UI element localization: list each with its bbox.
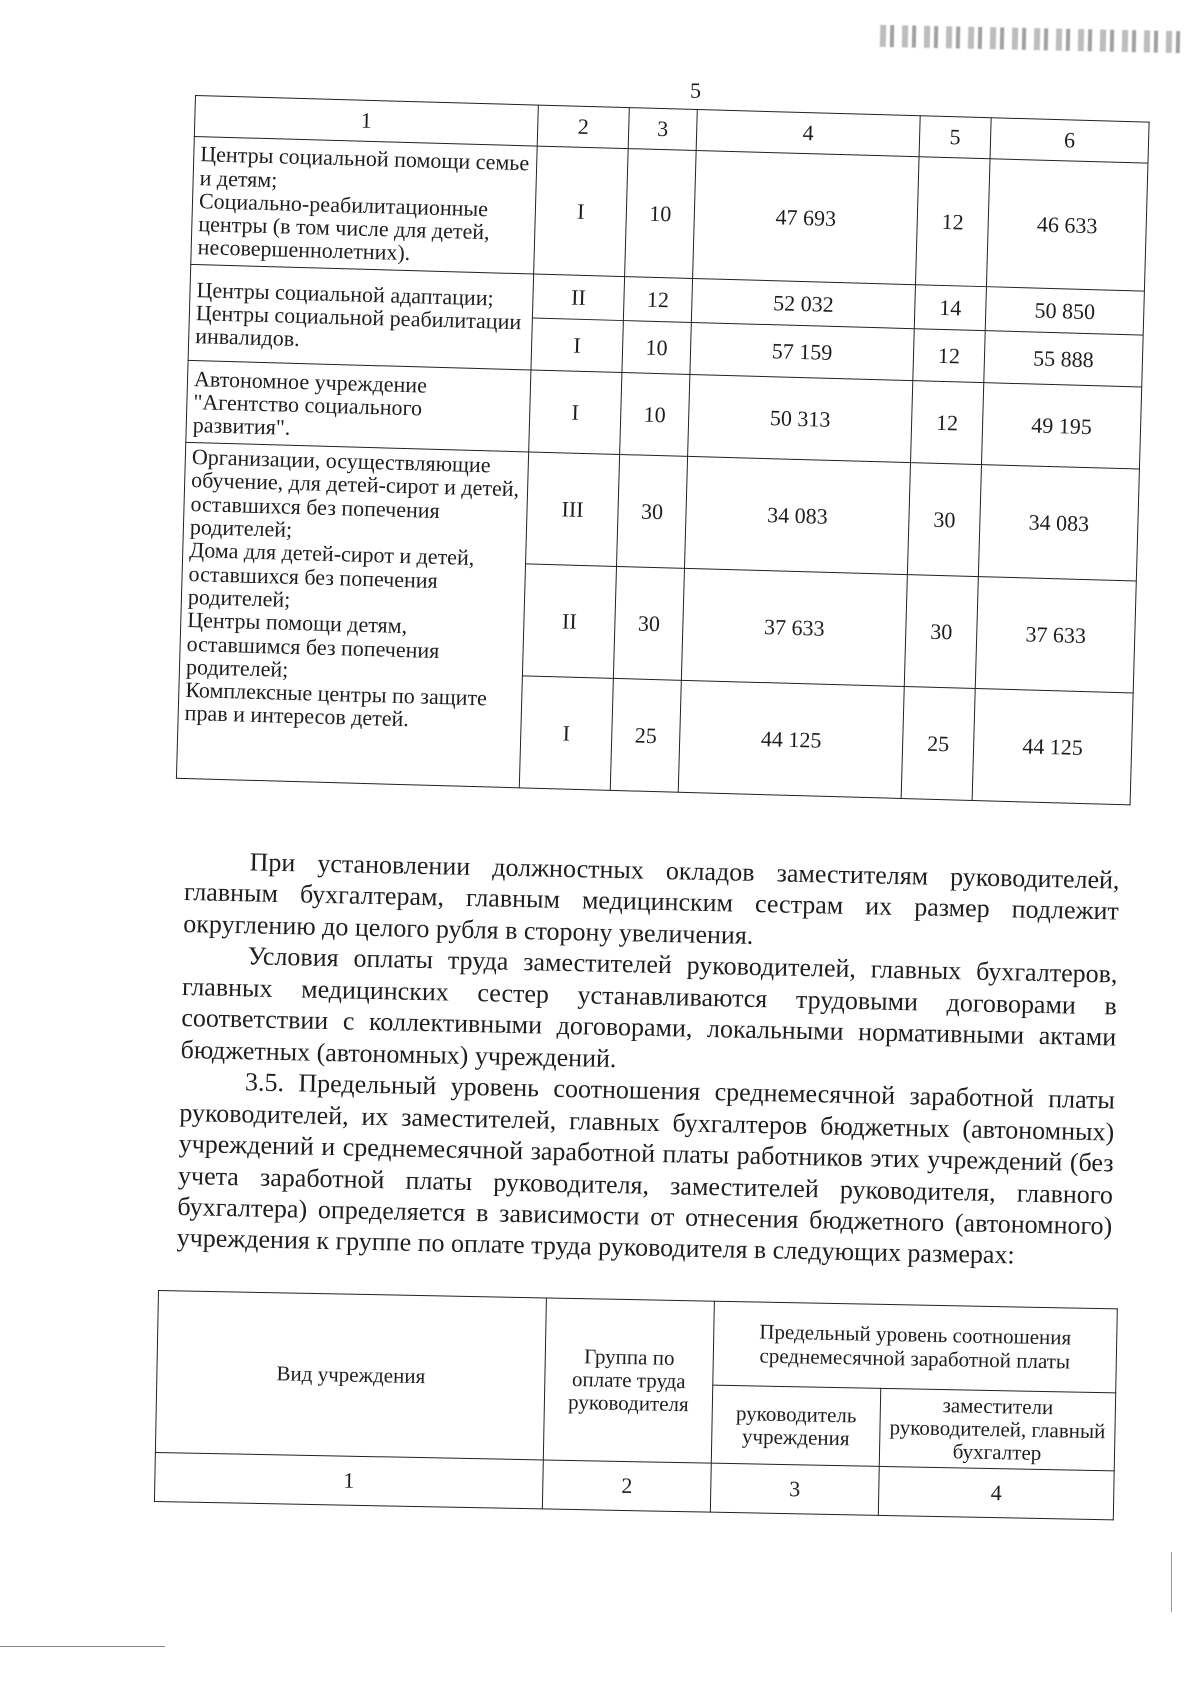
column-number: 4: [878, 1467, 1114, 1521]
body-text: [176, 845, 1119, 1273]
value-cell: 30: [904, 575, 978, 689]
header-cell: 3: [628, 108, 697, 151]
scan-artifact: [0, 1646, 165, 1647]
column-number: 3: [710, 1463, 879, 1515]
institution-name-cell: [176, 442, 528, 787]
value-cell: 37 633: [975, 577, 1136, 693]
group-cell: I: [529, 370, 622, 455]
value-cell: 30: [617, 454, 688, 568]
institution-name: Организации, осуществляющие обучение, для детей-сирот и детей, оставшихся без попечения родителей;: [189, 444, 520, 542]
value-cell: 14: [914, 285, 986, 331]
value-cell: 34 083: [978, 465, 1139, 581]
value-cell: 12: [913, 329, 985, 383]
value-cell: 44 125: [972, 689, 1133, 805]
paragraph: При установлении должностных окладов заместителям руководителей, главным бухгалтерам, главным медицинским сестрам их размер подлежит округлению до целого рубля в сторону увеличения.: [183, 847, 1120, 950]
value-cell: 30: [613, 566, 684, 680]
value-cell: 46 633: [986, 159, 1148, 291]
group-cell: II: [532, 274, 624, 321]
page-number: 5: [690, 78, 701, 103]
group-cell: II: [522, 564, 616, 678]
header-cell: 4: [696, 110, 920, 157]
value-cell: 12: [623, 277, 692, 323]
salary-table: [176, 95, 1150, 805]
header-cell-group: Группа по оплате труда руководителя: [543, 1298, 714, 1463]
group-cell: III: [526, 452, 620, 566]
value-cell: 10: [620, 373, 690, 457]
value-cell: 30: [907, 463, 981, 577]
institution-name: Центры социальной помощи семье и детям;: [199, 141, 530, 192]
header-cell: 6: [990, 118, 1149, 163]
value-cell: 25: [610, 678, 681, 792]
scan-artifact: [1171, 1552, 1172, 1612]
institution-name: Центры помощи детям, оставшимся без попечения родителей;: [185, 607, 440, 682]
value-cell: 52 032: [691, 278, 915, 328]
ratio-table-wrapper: [154, 1290, 1118, 1521]
value-cell: 55 888: [984, 331, 1143, 387]
header-cell: 2: [537, 105, 629, 149]
value-cell: 10: [625, 149, 697, 279]
value-cell: 25: [901, 687, 975, 801]
institution-name-cell: [191, 136, 537, 274]
value-cell: 12: [915, 157, 990, 287]
header-cell: 5: [919, 116, 991, 159]
column-number: 1: [154, 1453, 543, 1509]
institution-name: Комплексные центры по защите прав и интересов детей.: [184, 677, 488, 732]
header-cell-kind: Вид учреждения: [155, 1291, 546, 1461]
institution-name-cell: [186, 360, 531, 452]
value-cell: 37 633: [681, 568, 907, 686]
value-cell: 44 125: [678, 680, 904, 798]
institution-name: Центры социальной адаптации;: [196, 276, 495, 310]
scan-artifact: [880, 25, 1180, 53]
value-cell: 50 850: [985, 287, 1144, 335]
value-cell: 57 159: [690, 322, 914, 380]
header-cell-deputy: заместители руководителей, главный бухгалтер: [879, 1388, 1115, 1471]
header-cell-level: Предельный уровень соотношения среднемесячной заработной платы: [713, 1301, 1118, 1393]
value-cell: 47 693: [693, 151, 919, 285]
value-cell: 34 083: [684, 456, 910, 574]
institution-name: Центры социальной реабилитации инвалидов.: [194, 299, 522, 352]
institution-name: Дома для детей-сирот и детей, оставшихся без попечения родителей;: [187, 537, 475, 612]
group-cell: I: [531, 318, 623, 373]
ratio-table: [154, 1290, 1118, 1521]
group-cell: I: [519, 676, 613, 790]
paragraph: Условия оплаты труда заместителей руководителей, главных бухгалтеров, главных медицинских сестер устанавливаются трудовыми договорами в соответствии с коллективными договорами, локальными нормативными актами бюджетных (автономных) учреждений.: [180, 941, 1118, 1073]
value-cell: 49 195: [981, 383, 1141, 469]
paragraph: 3.5. Предельный уровень соотношения среднемесячной заработной платы руководителей, их заместителей, главных бухгалтеров бюджетных (автономных) учреждений и среднемесячной заработной платы работников этих учреждений (без учета заработной платы руководителя, заместителей руководителя, главного бухгалтера) определяется в зависимости от отнесения бюджетного (автономного) учреждения к группе по оплате труда руководителя в следующих размерах:: [176, 1067, 1116, 1270]
institution-name: Автономное учреждение "Агентство социального развития".: [192, 365, 428, 440]
value-cell: 50 313: [688, 374, 913, 462]
header-cell-head: руководитель учреждения: [711, 1385, 880, 1466]
value-cell: 10: [622, 321, 691, 375]
table-header-row: [157, 1291, 1117, 1393]
institution-name: Социально-реабилитационные центры (в том числе для детей, несовершеннолетних).: [197, 188, 490, 266]
value-cell: 12: [911, 381, 984, 465]
salary-table-wrapper: [176, 95, 1150, 805]
institution-name-cell: [188, 264, 534, 370]
column-number: 2: [542, 1460, 711, 1512]
group-cell: I: [534, 146, 629, 276]
header-cell: 1: [194, 96, 538, 147]
